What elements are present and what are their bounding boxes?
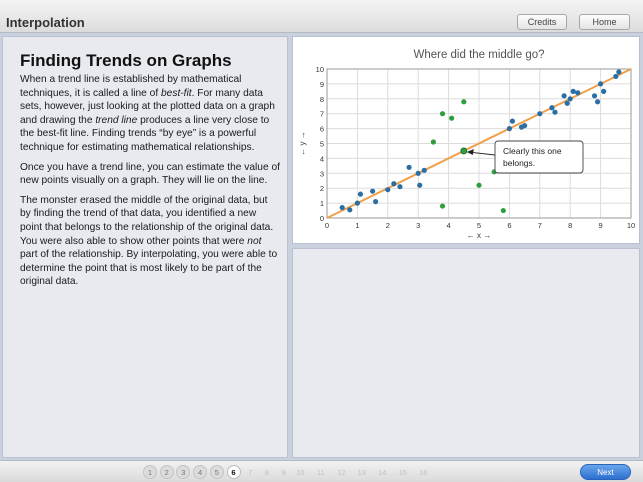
next-button[interactable]: Next bbox=[580, 464, 631, 480]
x-tick-label: 2 bbox=[385, 221, 390, 230]
lesson-panel bbox=[2, 36, 288, 458]
x-tick-label: 9 bbox=[598, 221, 603, 230]
empty-panel bbox=[292, 248, 640, 458]
lesson-paragraph-2: Once you have a trend line, you can estimate the value of new points visually on a graph. They will lie on the line. bbox=[20, 161, 280, 187]
y-tick-label: 10 bbox=[315, 65, 324, 74]
page-number-6[interactable]: 6 bbox=[227, 465, 241, 479]
data-point-other bbox=[440, 111, 445, 116]
page-number-9: 9 bbox=[281, 467, 286, 477]
chart-title: Where did the middle go? bbox=[413, 49, 545, 61]
y-tick-label: 3 bbox=[319, 169, 324, 179]
data-point-other bbox=[431, 139, 436, 144]
data-point-original bbox=[522, 123, 527, 128]
page-number-2[interactable]: 2 bbox=[160, 465, 174, 479]
credits-button[interactable]: Credits bbox=[517, 14, 567, 30]
y-tick-label: 8 bbox=[319, 94, 324, 104]
lesson-text bbox=[20, 73, 280, 295]
data-point-original bbox=[549, 105, 554, 110]
data-point-original bbox=[397, 184, 402, 189]
page-number-15: 15 bbox=[398, 467, 407, 477]
data-point-original bbox=[507, 126, 512, 131]
bottom-bar bbox=[0, 460, 643, 482]
data-point-original bbox=[347, 207, 352, 212]
data-point-original bbox=[370, 189, 375, 194]
y-tick-label: 6 bbox=[319, 124, 324, 134]
lesson-paragraph-3: The monster erased the middle of the original data, but by finding the trend of that data, you identified a new point that belongs to the relationship of the original data. You were also able to show other points that were not part of the relationship. By interpolating, you were able to determine the point that is most likely to be part of the original data. bbox=[20, 194, 278, 288]
data-point-original bbox=[416, 171, 421, 176]
scatter-chart[interactable] bbox=[293, 37, 639, 243]
y-tick-label: 9 bbox=[319, 79, 324, 89]
page-number-5[interactable]: 5 bbox=[210, 465, 224, 479]
selected-point[interactable] bbox=[461, 148, 467, 154]
chart-panel bbox=[292, 36, 640, 244]
x-tick-label: 5 bbox=[476, 221, 482, 230]
data-point-original bbox=[571, 89, 576, 94]
home-button[interactable]: Home bbox=[579, 14, 630, 30]
data-point-original bbox=[537, 111, 542, 116]
data-point-other bbox=[476, 183, 481, 188]
page-number-10: 10 bbox=[296, 467, 305, 477]
app-title: Interpolation bbox=[6, 15, 85, 30]
y-tick-label: 1 bbox=[319, 199, 324, 209]
x-tick-label: 1 bbox=[355, 221, 360, 230]
lesson-paragraph-1: When a trend line is established by mathematical techniques, it is called a line of best-fit. For many data sets, however, just looking at the plotted data on a graph and drawing the trend line produces a line very close to the best-fit line. Finding trends “by eye” is a powerful technique for estimating mathematical relationships. bbox=[20, 74, 275, 153]
page-number-14: 14 bbox=[378, 467, 387, 477]
x-tick-label: 6 bbox=[507, 221, 512, 230]
data-point-original bbox=[391, 181, 396, 186]
x-tick-label: 4 bbox=[446, 221, 451, 230]
data-point-original bbox=[575, 90, 580, 95]
page-number-12: 12 bbox=[337, 467, 346, 477]
x-axis-label: ← x → bbox=[466, 231, 492, 240]
page-number-3[interactable]: 3 bbox=[176, 465, 190, 479]
x-tick-label: 10 bbox=[626, 221, 636, 230]
page-number-7: 7 bbox=[248, 467, 253, 477]
data-point-original bbox=[417, 183, 422, 188]
y-tick-label: 2 bbox=[319, 184, 324, 194]
data-point-original bbox=[613, 74, 618, 79]
data-point-original bbox=[565, 101, 570, 106]
x-tick-label: 0 bbox=[324, 221, 330, 230]
data-point-original bbox=[373, 199, 378, 204]
data-point-original bbox=[355, 201, 360, 206]
y-tick-label: 5 bbox=[319, 139, 324, 149]
data-point-original bbox=[601, 89, 606, 94]
data-point-original bbox=[385, 187, 390, 192]
data-point-original bbox=[595, 99, 600, 104]
data-point-other bbox=[440, 203, 445, 208]
data-point-original bbox=[406, 165, 411, 170]
data-point-original bbox=[340, 205, 345, 210]
x-tick-label: 7 bbox=[537, 221, 542, 230]
data-point-original bbox=[592, 93, 597, 98]
page-number-16: 16 bbox=[419, 467, 428, 477]
data-point-original bbox=[552, 110, 557, 115]
data-point-original bbox=[422, 168, 427, 173]
data-point-other bbox=[501, 208, 506, 213]
data-point-original bbox=[358, 192, 363, 197]
y-tick-label: 0 bbox=[319, 214, 324, 223]
callout-text: Clearly this one bbox=[503, 146, 562, 156]
data-point-original bbox=[510, 119, 515, 124]
page-number-13: 13 bbox=[357, 467, 366, 477]
page-number-8: 8 bbox=[264, 467, 269, 477]
x-tick-label: 8 bbox=[568, 221, 573, 230]
data-point-other bbox=[461, 99, 466, 104]
page-number-1[interactable]: 1 bbox=[143, 465, 157, 479]
data-point-original bbox=[568, 96, 573, 101]
lesson-heading: Finding Trends on Graphs bbox=[20, 51, 232, 70]
x-tick-label: 3 bbox=[416, 221, 421, 230]
data-point-original bbox=[598, 81, 603, 86]
top-bar bbox=[0, 0, 643, 33]
page-number-11: 11 bbox=[316, 467, 325, 477]
y-axis-label: ← y → bbox=[298, 131, 307, 156]
data-point-original bbox=[616, 69, 621, 74]
y-tick-label: 4 bbox=[319, 154, 324, 164]
callout-text: belongs. bbox=[503, 158, 536, 168]
y-tick-label: 7 bbox=[319, 109, 324, 119]
page-number-4[interactable]: 4 bbox=[193, 465, 207, 479]
data-point-original bbox=[562, 93, 567, 98]
data-point-other bbox=[449, 116, 454, 121]
